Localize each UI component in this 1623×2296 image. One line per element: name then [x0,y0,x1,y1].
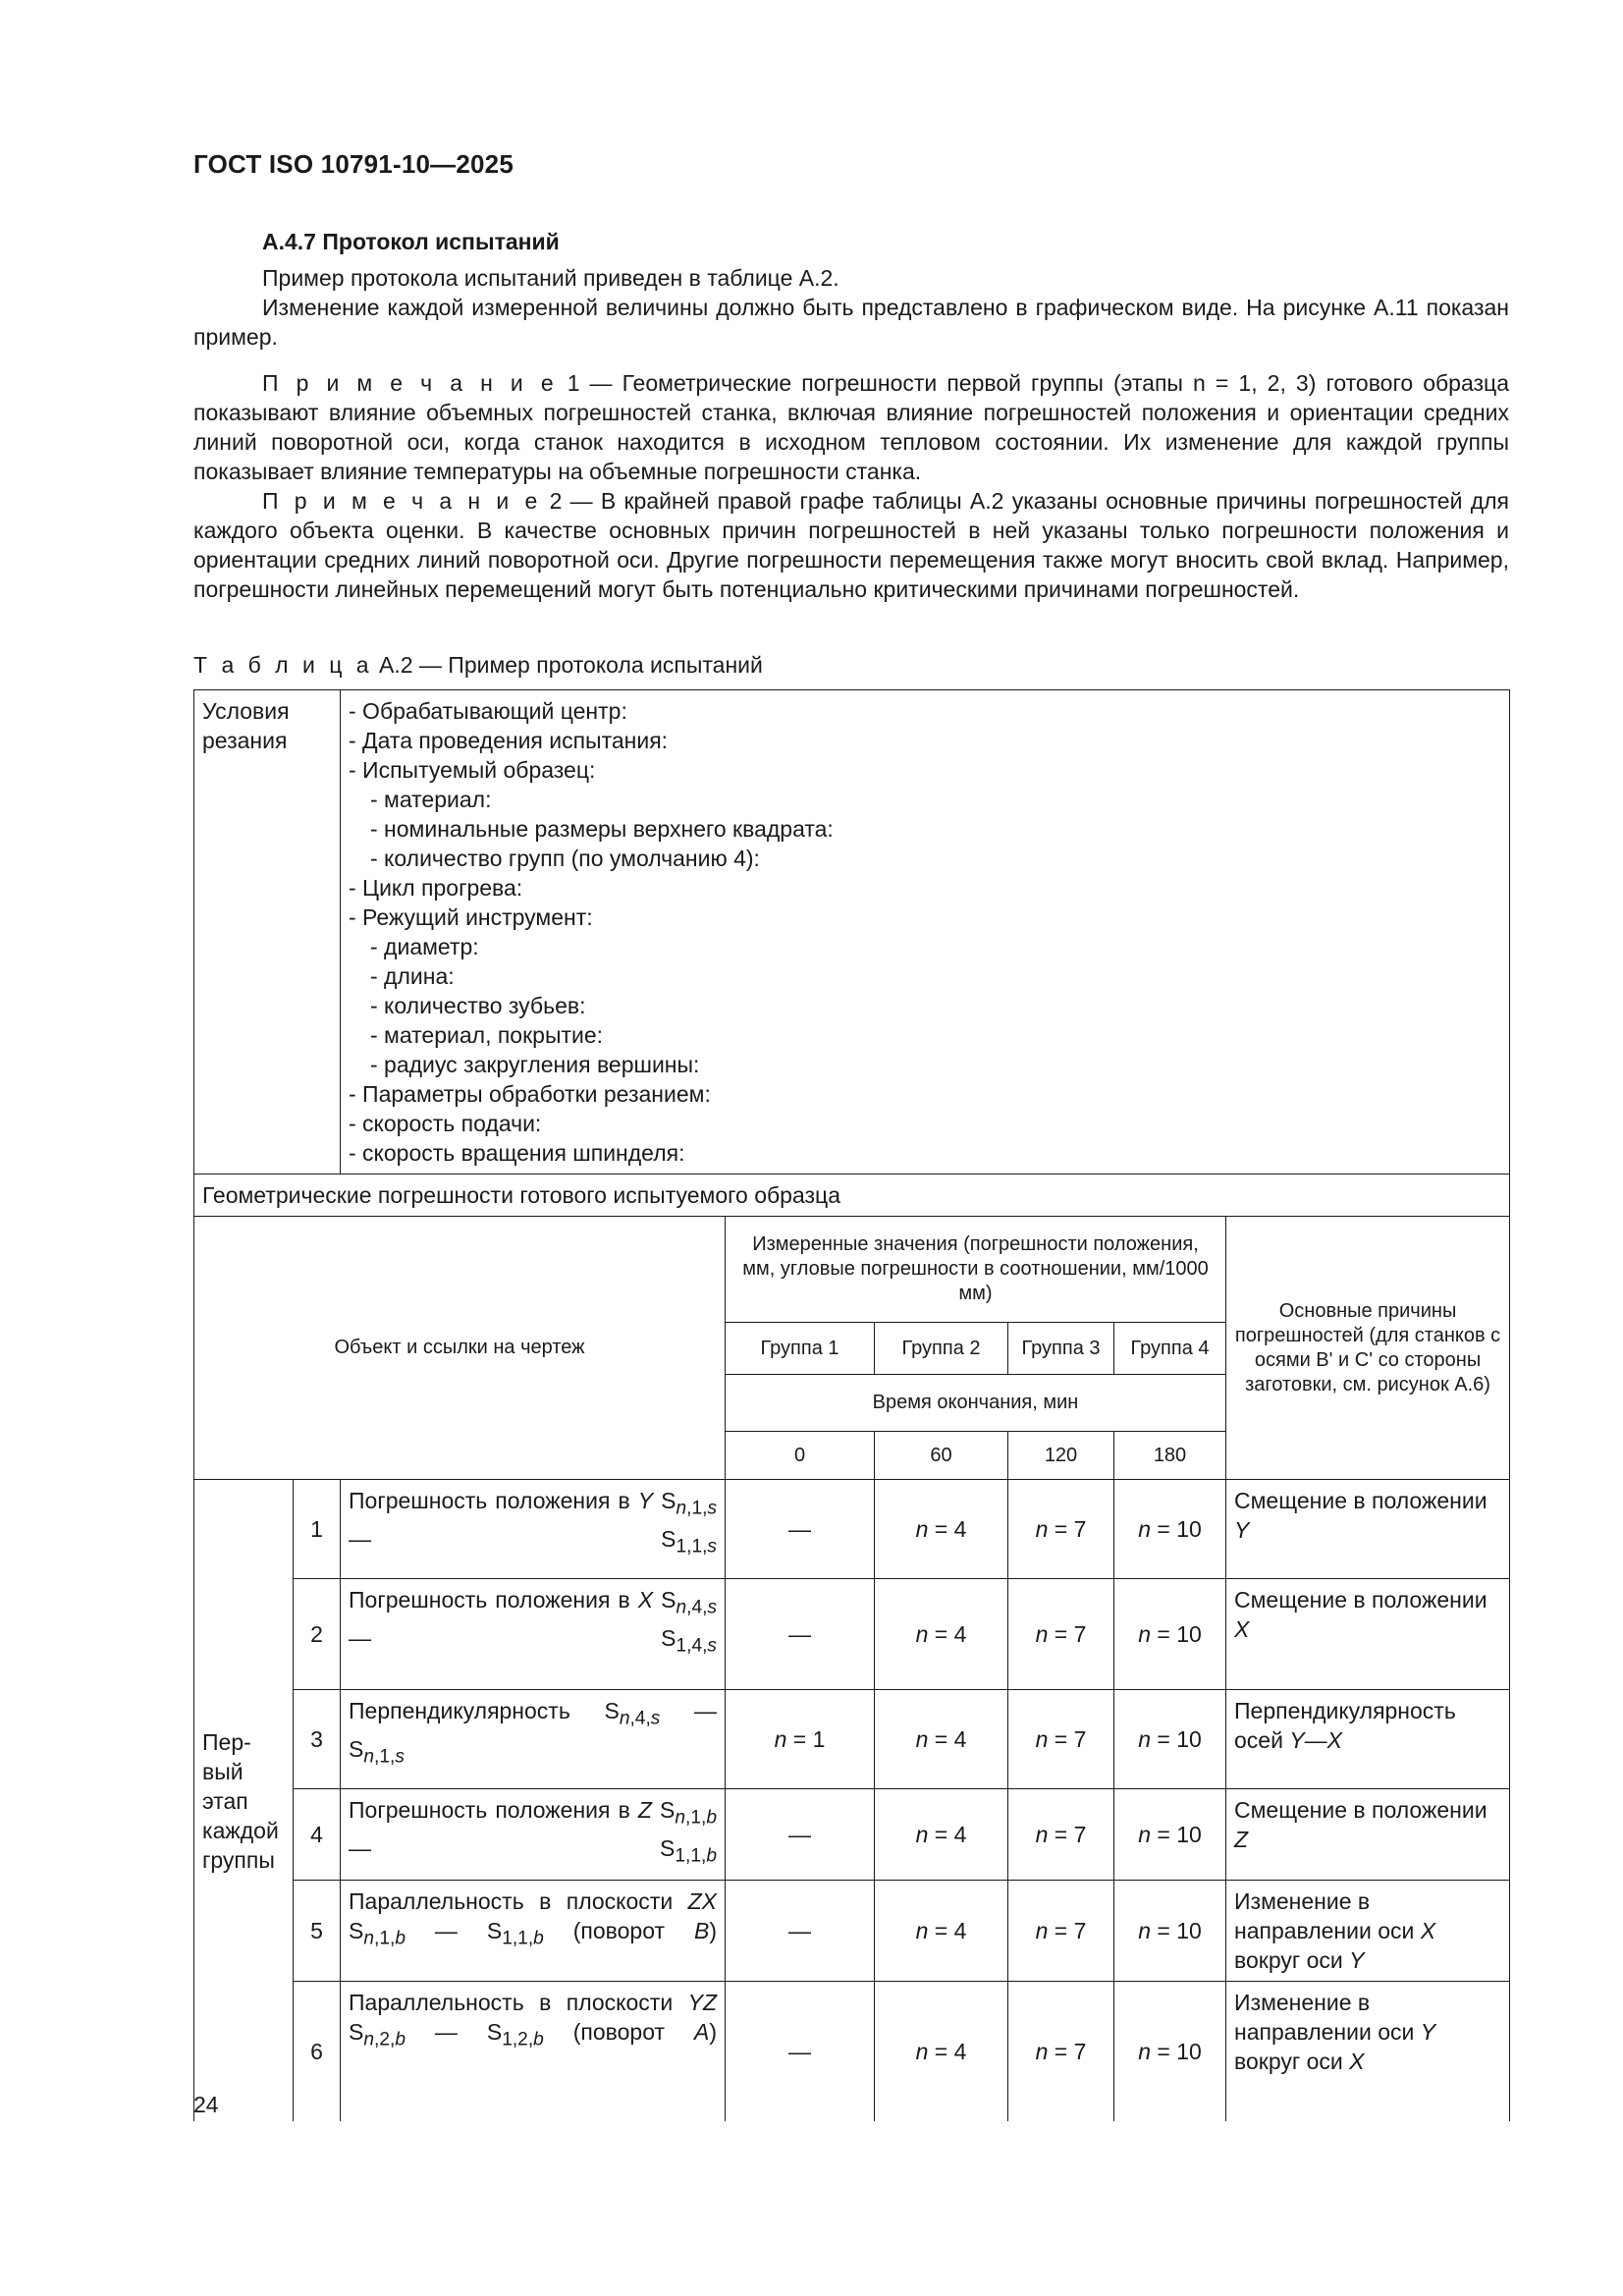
stage-label [194,1480,294,2122]
header-row-1 [194,1217,1510,1323]
row-number: 4 [294,1789,341,1881]
row-cause: Смещение в положении X [1226,1579,1510,1690]
row-number: 5 [294,1881,341,1982]
row-value-group-1: — [726,1579,875,1690]
row-object: Параллельность в плоскости ZX $S_{n,1,b}$ — $S_{1,1,b}$ (поворот B) [341,1881,726,1982]
condition-item: - Испытуемый образец: [349,757,596,783]
row-value-group-1: — [726,1480,875,1579]
row-value-group-4: n = 10 [1114,1480,1226,1579]
row-value-group-3: n = 7 [1008,1579,1114,1690]
time-value-4: 180 [1114,1432,1226,1480]
document-header: ГОСТ ISO 10791-10—2025 [193,149,514,179]
condition-item: - Параметры обработки резанием: [349,1081,711,1107]
condition-item: - Цикл прогрева: [349,875,523,901]
test-report-table [193,689,1509,2121]
paragraph-2: Изменение каждой измеренной величины должно быть представлено в графическом виде. На рисунке А.11 показан пример. [193,295,1509,350]
condition-item: - Режущий инструмент: [349,904,593,930]
row-value-group-4: n = 10 [1114,1690,1226,1789]
page-number: 24 [193,2092,219,2117]
table-row [194,1480,1510,1579]
row-cause: Изменение в направлении оси X вокруг оси Y [1226,1881,1510,1982]
measured-header: Измеренные значения (погрешности положения, мм, угловые погрешности в соотношении, мм/1000 мм) [726,1217,1226,1323]
conditions-label: Условия резания [194,690,341,1175]
condition-item: - диаметр: [370,934,479,959]
row-value-group-2: n = 4 [875,1690,1008,1789]
section-title: A.4.7 Протокол испытаний [262,229,560,254]
geom-header-row [194,1175,1510,1217]
group-header-4: Группа 4 [1114,1323,1226,1375]
condition-item: - Обрабатывающий центр: [349,698,627,724]
time-value-3: 120 [1008,1432,1114,1480]
time-value-2: 60 [875,1432,1008,1480]
table-row [194,1690,1510,1789]
table-row [194,1982,1510,2122]
stage-label-text: Пер- вый этап каждой группы [202,1728,279,1873]
note-1-label: П р и м е ч а н и е [262,370,558,396]
row-cause: Перпендикулярность осей Y—X [1226,1690,1510,1789]
table-caption-label: Т а б л и ц а [193,652,373,678]
row-cause: Смещение в положении Y [1226,1480,1510,1579]
condition-item: - количество зубьев: [370,993,586,1018]
note-2 [193,486,1509,604]
group-header-3: Группа 3 [1008,1323,1114,1375]
condition-item: - номинальные размеры верхнего квадрата: [370,816,834,842]
row-object: Параллельность в плоскости YZ $S_{n,2,b}$ — $S_{1,2,b}$ (поворот A) [341,1982,726,2122]
object-header: Объект и ссылки на чертеж [194,1217,726,1480]
row-value-group-4: n = 10 [1114,1579,1226,1690]
row-object: Погрешность положения в Y $S_{n,1,s}$ — $S_{1,1,s}$ [341,1480,726,1579]
row-value-group-2: n = 4 [875,1982,1008,2122]
table-row [194,1579,1510,1690]
group-header-1: Группа 1 [726,1323,875,1375]
row-value-group-4: n = 10 [1114,1982,1226,2122]
row-object: Погрешность положения в X $S_{n,4,s}$ — $S_{1,4,s}$ [341,1579,726,1690]
row-value-group-2: n = 4 [875,1789,1008,1881]
row-value-group-2: n = 4 [875,1480,1008,1579]
row-value-group-4: n = 10 [1114,1789,1226,1881]
row-number: 3 [294,1690,341,1789]
row-value-group-3: n = 7 [1008,1789,1114,1881]
conditions-row [194,690,1510,1175]
row-object: Погрешность положения в Z $S_{n,1,b}$ — $S_{1,1,b}$ [341,1789,726,1881]
note-1 [193,368,1509,486]
group-header-2: Группа 2 [875,1323,1008,1375]
row-value-group-1: — [726,1881,875,1982]
row-value-group-4: n = 10 [1114,1881,1226,1982]
condition-item: - скорость вращения шпинделя: [349,1140,685,1166]
row-value-group-1: n = 1 [726,1690,875,1789]
condition-item: - Дата проведения испытания: [349,728,669,753]
note-2-label: П р и м е ч а н и е [262,488,542,514]
table-caption-text: А.2 — Пример протокола испытаний [372,652,763,678]
note-1-text: 1 — Геометрические погрешности первой группы (этапы n = 1, 2, 3) готового образца показывают влияние объемных погрешностей станка, включая влияние погрешностей положения и ориентации средних линий поворотной оси, когда станок находится в исходном тепловом состоянии. Их изменение для каждой группы показывает влияние температуры на объемные погрешности станка. [193,370,1509,484]
row-cause: Смещение в положении Z [1226,1789,1510,1881]
table-caption [193,652,763,679]
causes-header-text: Основные причины погрешностей (для станков с осями B' и C' со стороны заготовки, см. рисунок А.6) [1234,1299,1501,1395]
condition-item: - материал, покрытие: [370,1022,604,1048]
row-object: Перпендикулярность $S_{n,4,s}$ — $S_{n,1,s}$ [341,1690,726,1789]
causes-header [1226,1217,1510,1480]
row-value-group-3: n = 7 [1008,1881,1114,1982]
conditions-list [349,696,1501,1168]
row-value-group-3: n = 7 [1008,1480,1114,1579]
row-value-group-3: n = 7 [1008,1982,1114,2122]
table-row [194,1881,1510,1982]
time-value-1: 0 [726,1432,875,1480]
table-row [194,1789,1510,1881]
condition-item: - скорость подачи: [349,1111,542,1136]
condition-item: - длина: [370,963,455,989]
paragraph-1: Пример протокола испытаний приведен в таблице А.2. [262,265,839,291]
condition-item: - материал: [370,787,492,812]
row-value-group-1: — [726,1789,875,1881]
row-number: 2 [294,1579,341,1690]
row-value-group-3: n = 7 [1008,1690,1114,1789]
conditions-list-cell [341,690,1510,1175]
row-cause: Изменение в направлении оси Y вокруг оси X [1226,1982,1510,2122]
time-header: Время окончания, мин [726,1375,1226,1432]
data-rows [194,1480,1510,2122]
row-value-group-1: — [726,1982,875,2122]
row-value-group-2: n = 4 [875,1881,1008,1982]
note-2-text: 2 — В крайней правой графе таблицы А.2 указаны основные причины погрешностей для каждого объекта оценки. В качестве основных причин погрешностей в ней указаны только погрешности положения и ориентации средних линий поворотной оси. Другие погрешности перемещения также могут вносить свой вклад. Например, погрешности линейных перемещений могут быть потенциально критическими причинами погрешностей. [193,488,1509,602]
row-number: 1 [294,1480,341,1579]
row-number: 6 [294,1982,341,2122]
row-value-group-2: n = 4 [875,1579,1008,1690]
condition-item: - радиус закругления вершины: [370,1052,700,1077]
condition-item: - количество групп (по умолчанию 4): [370,846,760,871]
geom-header: Геометрические погрешности готового испытуемого образца [194,1175,1510,1217]
